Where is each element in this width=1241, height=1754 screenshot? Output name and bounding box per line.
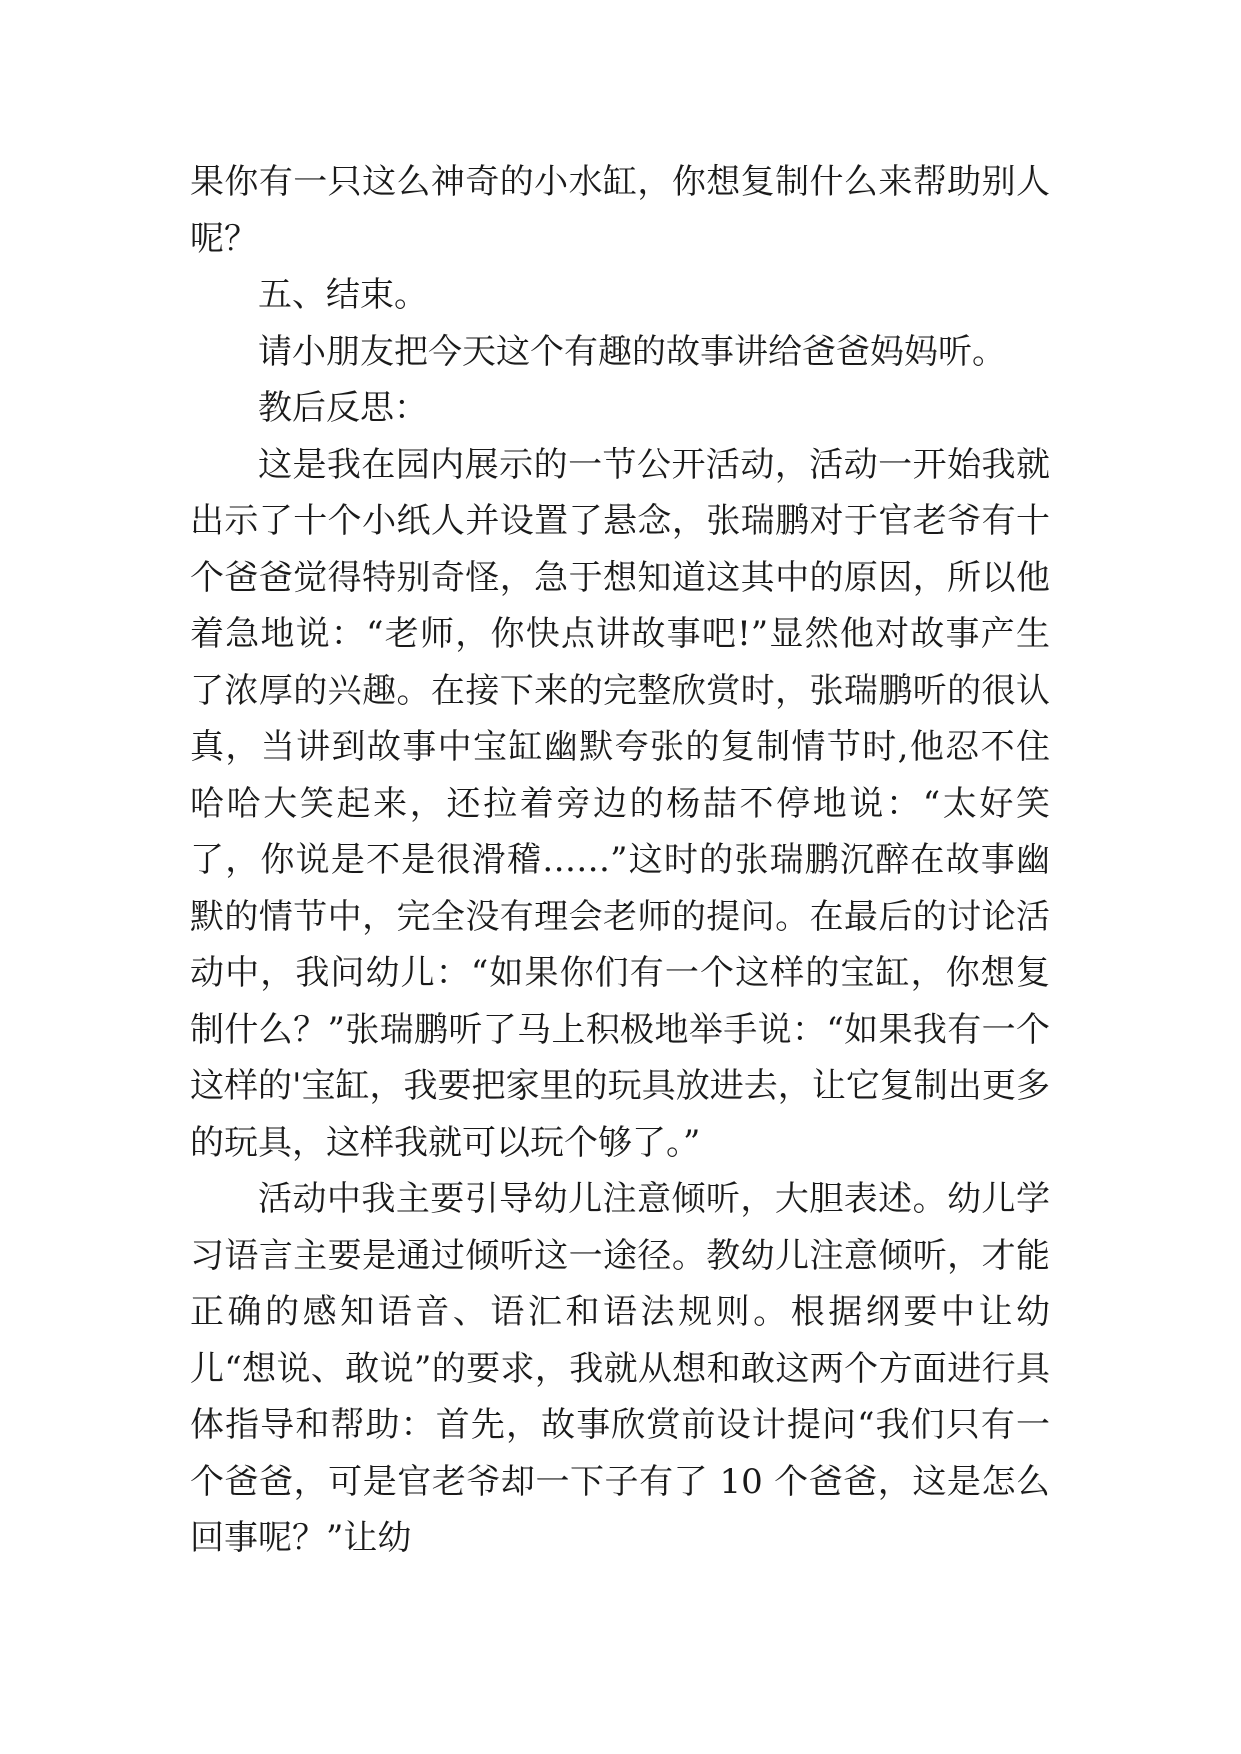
- paragraph-continuation: 果你有一只这么神奇的小水缸，你想复制什么来帮助别人呢？: [190, 162, 1050, 259]
- paragraph-reflection-method: 活动中我主要引导幼儿注意倾听，大胆表述。幼儿学习语言主要是通过倾听这一途径。教幼儿注意倾听，才能正确的感知语音、语汇和语法规则。根据纲要中让幼儿“想说、敢说”的要求，我就从想和敢这两个方面进行具体指导和帮助：首先，故事欣赏前设计提问“我们只有一个爸爸，可是官老爷却一下子有了 10 个爸爸，这是怎么回事呢？”让幼: [190, 1179, 1050, 1558]
- section-heading-ending: 五、结束。: [258, 275, 428, 315]
- section-heading-reflection: 教后反思：: [258, 388, 428, 428]
- paragraph-reflection-story: 这是我在园内展示的一节公开活动，活动一开始我就出示了十个小纸人并设置了悬念，张瑞鹏对于官老爷有十个爸爸觉得特别奇怪，急于想知道这其中的原因，所以他着急地说：“老师，你快点讲故事吧!”显然他对故事产生了浓厚的兴趣。在接下来的完整欣赏时，张瑞鹏听的很认真，当讲到故事中宝缸幽默夸张的复制情节时,他忍不住哈哈大笑起来，还拉着旁边的杨喆不停地说：“太好笑了，你说是不是很滑稽……”这时的张瑞鹏沉醉在故事幽默的情节中，完全没有理会老师的提问。在最后的讨论活动中，我问幼儿：“如果你们有一个这样的宝缸，你想复制什么？”张瑞鹏听了马上积极地举手说：“如果我有一个这样的'宝缸，我要把家里的玩具放进去，让它复制出更多的玩具，这样我就可以玩个够了。”: [190, 444, 1050, 1163]
- document-body: [190, 154, 1050, 1567]
- paragraph-ending-instruction: 请小朋友把今天这个有趣的故事讲给爸爸妈妈听。: [258, 331, 1006, 372]
